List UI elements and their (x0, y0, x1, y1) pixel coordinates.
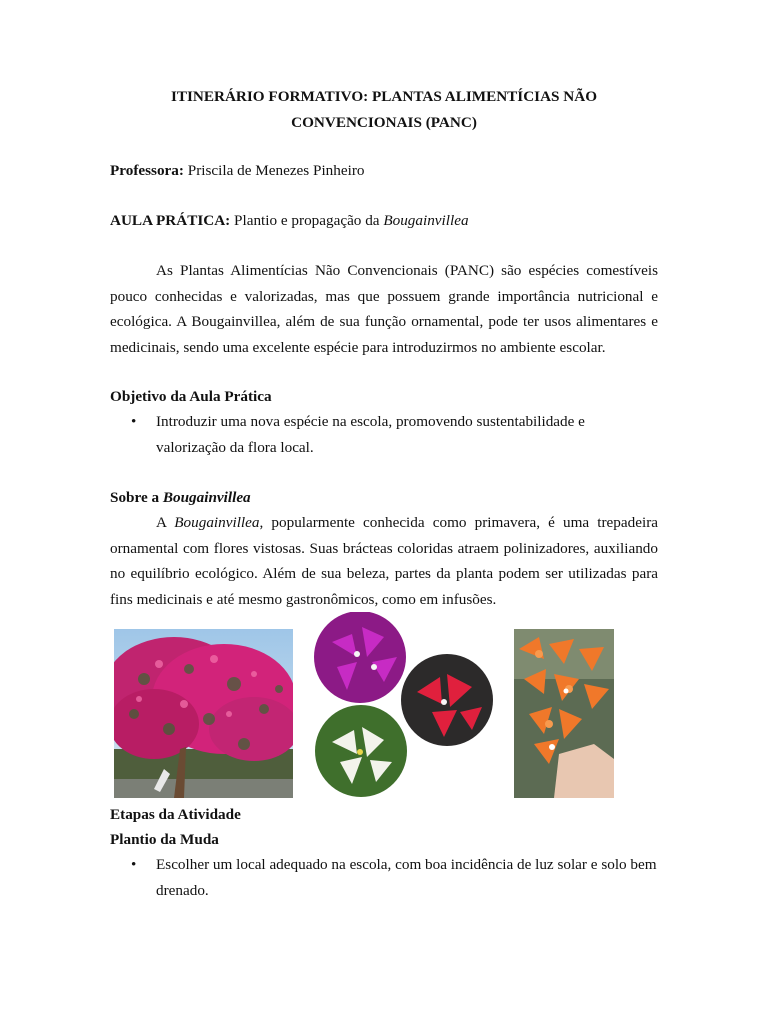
practical-text: Plantio e propagação da (234, 212, 380, 229)
about-paragraph (110, 510, 658, 612)
about-heading (110, 485, 658, 510)
intro-paragraph: As Plantas Alimentícias Não Convencionais (PANC) são espécies comestíveis pouco conhecidas e valorizadas, mas que possuem grande importância nutricional e ecológica. A Bougainvillea, além de sua função ornamental, pode ter usos alimentares e medicinais, sendo uma excelente espécie para introduzirmos no ambiente escolar. (110, 262, 658, 356)
about-heading-prefix: Sobre a (110, 489, 160, 506)
practical-species: Bougainvillea (383, 212, 469, 229)
teacher-line (110, 158, 658, 183)
about-heading-species: Bougainvillea (162, 489, 251, 506)
about-para-species: Bougainvillea (174, 514, 260, 531)
bougainvillea-tree-photo (114, 629, 293, 798)
bullet-dot: • (131, 413, 137, 430)
orange-photo-drawing (514, 629, 614, 798)
steps-bullet (110, 852, 658, 903)
practical-label: AULA PRÁTICA: (110, 212, 231, 229)
objective-bullet (110, 409, 658, 460)
about-para-start: A (156, 514, 167, 531)
teacher-name: Priscila de Menezes Pinheiro (187, 162, 365, 179)
bullet-dot: • (131, 856, 137, 873)
steps-bullet-text: Escolher um local adequado na escola, com boa incidência de luz solar e solo bem drenado. (156, 856, 657, 899)
flower-circles-collage (312, 612, 496, 797)
title-line-2: CONVENCIONAIS (PANC) (291, 114, 477, 131)
orange-bougainvillea-photo (514, 629, 614, 798)
about-para-rest: , popularmente conhecida como primavera, é uma trepadeira ornamental com flores vistosas. Suas brácteas coloridas atraem polinizadores, auxiliando no equilíbrio ecológico. Além de sua beleza, partes da planta podem ser utilizadas para fins medicinais e até mesmo gastronômicos, como em infusões. (110, 514, 658, 608)
document-title (110, 84, 658, 136)
steps-subheading-text: Plantio da Muda (110, 831, 219, 848)
objective-heading (110, 384, 658, 409)
objective-heading-text: Objetivo da Aula Prática (110, 388, 272, 405)
objective-bullet-text: Introduzir uma nova espécie na escola, promovendo sustentabilidade e valorização da flora local. (156, 413, 585, 456)
practical-line (110, 208, 658, 233)
steps-subheading (110, 827, 658, 852)
collage-drawing (312, 612, 496, 797)
steps-heading-text: Etapas da Atividade (110, 806, 241, 823)
title-line-1: ITINERÁRIO FORMATIVO: PLANTAS ALIMENTÍCIAS NÃO (170, 88, 598, 105)
teacher-label: Professora: (110, 162, 184, 179)
tree-photo-drawing (114, 629, 293, 798)
steps-heading (110, 802, 658, 827)
